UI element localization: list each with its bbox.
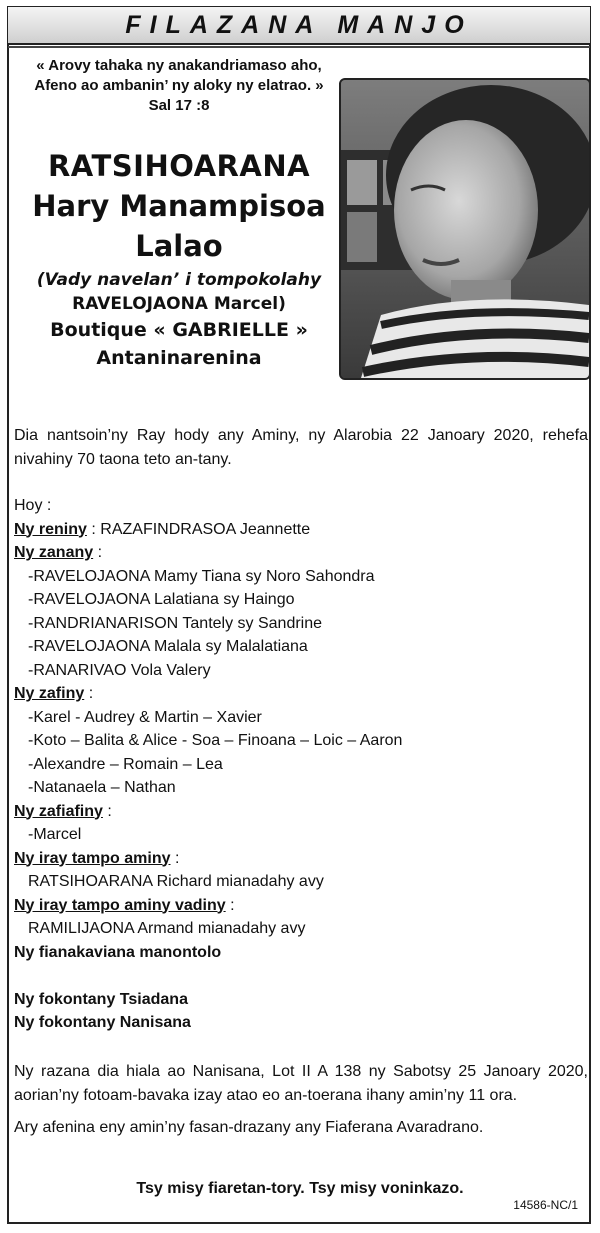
interment-details: Ary afenina eny amin’ny fasan-drazany any Fiaferana Avaradrano. <box>14 1119 484 1136</box>
children-heading <box>14 541 588 565</box>
spouse-note-2: RAVELOJAONA Marcel) <box>72 294 286 314</box>
great-grandchild-item: -Marcel <box>28 826 82 843</box>
siblings-value: RATSIHOARANA Richard mianadahy avy <box>28 873 324 890</box>
portrait-image <box>341 80 589 378</box>
great-grandchildren-separator: : <box>102 802 112 820</box>
deceased-block <box>14 146 344 372</box>
grandchildren-separator: : <box>84 685 94 702</box>
spacer <box>14 964 588 988</box>
family-list <box>14 494 588 1035</box>
closing-note: Tsy misy fiaretan-tory. Tsy misy voninkazo. <box>136 1180 464 1197</box>
spouse-siblings-separator: : <box>225 896 235 914</box>
great-grandchildren-label: Ny zafiafiny <box>14 802 103 820</box>
deceased-given-name-1: Hary Manampisoa <box>32 189 326 223</box>
grandchild-item: -Natanaela – Nathan <box>28 779 176 796</box>
banner-divider <box>8 46 590 48</box>
grandchild-item: -Alexandre – Romain – Lea <box>28 755 223 773</box>
spouse-note-1: (Vady navelan’ i tompokolahy <box>36 270 322 290</box>
bible-quote <box>14 56 344 116</box>
child-item: -RAVELOJAONA Mamy Tiana sy Noro Sahondra <box>28 567 375 585</box>
mother-value: RAZAFINDRASOA Jeannette <box>100 520 311 538</box>
children-label: Ny zanany <box>14 544 94 561</box>
burial-details: Ny razana dia hiala ao Nanisana, Lot II A 138 ny Sabotsy 25 Janoary 2020, aorian’ny fotoam-bavaka izay atao eo an-toerana ihany amin’ny 11 ora. <box>14 1063 588 1104</box>
fokontany-nanisana: Ny fokontany Nanisana <box>14 1014 191 1031</box>
siblings-separator: : <box>170 849 180 867</box>
mother-separator: : <box>86 520 101 538</box>
mother-label: Ny reniny <box>14 520 87 538</box>
child-item: -RAVELOJAONA Lalatiana sy Haingo <box>28 591 295 608</box>
grandchild-item: -Karel - Audrey & Martin – Xavier <box>28 708 262 726</box>
grandchildren-heading <box>14 682 588 706</box>
family-intro: Hoy : <box>14 497 52 514</box>
notice-banner <box>8 7 590 45</box>
deceased-given-name-2: Lalao <box>135 229 223 263</box>
quote-line-1: « Arovy tahaka ny anakandriamaso aho, <box>36 57 322 74</box>
deceased-portrait <box>339 78 591 380</box>
spouse-siblings-heading <box>14 894 588 918</box>
reference-code: 14586-NC/1 <box>513 1198 578 1212</box>
spouse-siblings-value: RAMILIJAONA Armand mianadahy avy <box>28 920 306 937</box>
grandchild-item: -Koto – Balita & Alice - Soa – Finoana – Loic – Aaron <box>28 732 403 749</box>
deceased-surname: RATSIHOARANA <box>47 149 311 183</box>
spouse-siblings-label: Ny iray tampo aminy vadiny <box>14 896 226 914</box>
fokontany-tsiadana: Ny fokontany Tsiadana <box>14 990 188 1008</box>
shop-name: Boutique « GABRIELLE » <box>50 319 308 341</box>
siblings-heading <box>14 847 588 871</box>
siblings-label: Ny iray tampo aminy <box>14 849 171 867</box>
quote-line-2: Afeno ao ambanin’ ny aloky ny elatrao. » <box>34 77 324 94</box>
mother-row <box>14 518 588 542</box>
quote-reference: Sal 17 :8 <box>148 97 210 114</box>
death-announcement: Dia nantsoin’ny Ray hody any Aminy, ny Alarobia 22 Janoary 2020, rehefa nivahiny 70 taona teto an-tany. <box>14 427 588 468</box>
child-item: -RANDRIANARISON Tantely sy Sandrine <box>28 614 323 632</box>
great-grandchildren-heading <box>14 800 588 824</box>
notice-title: FILAZANA MANJO <box>125 10 473 39</box>
grandchildren-label: Ny zafiny <box>14 685 85 702</box>
child-item: -RANARIVAO Vola Valery <box>28 661 211 679</box>
extended-family: Ny fianakaviana manontolo <box>14 943 222 961</box>
child-item: -RAVELOJAONA Malala sy Malalatiana <box>28 638 308 655</box>
children-separator: : <box>93 544 103 561</box>
shop-place: Antaninarenina <box>96 347 262 369</box>
